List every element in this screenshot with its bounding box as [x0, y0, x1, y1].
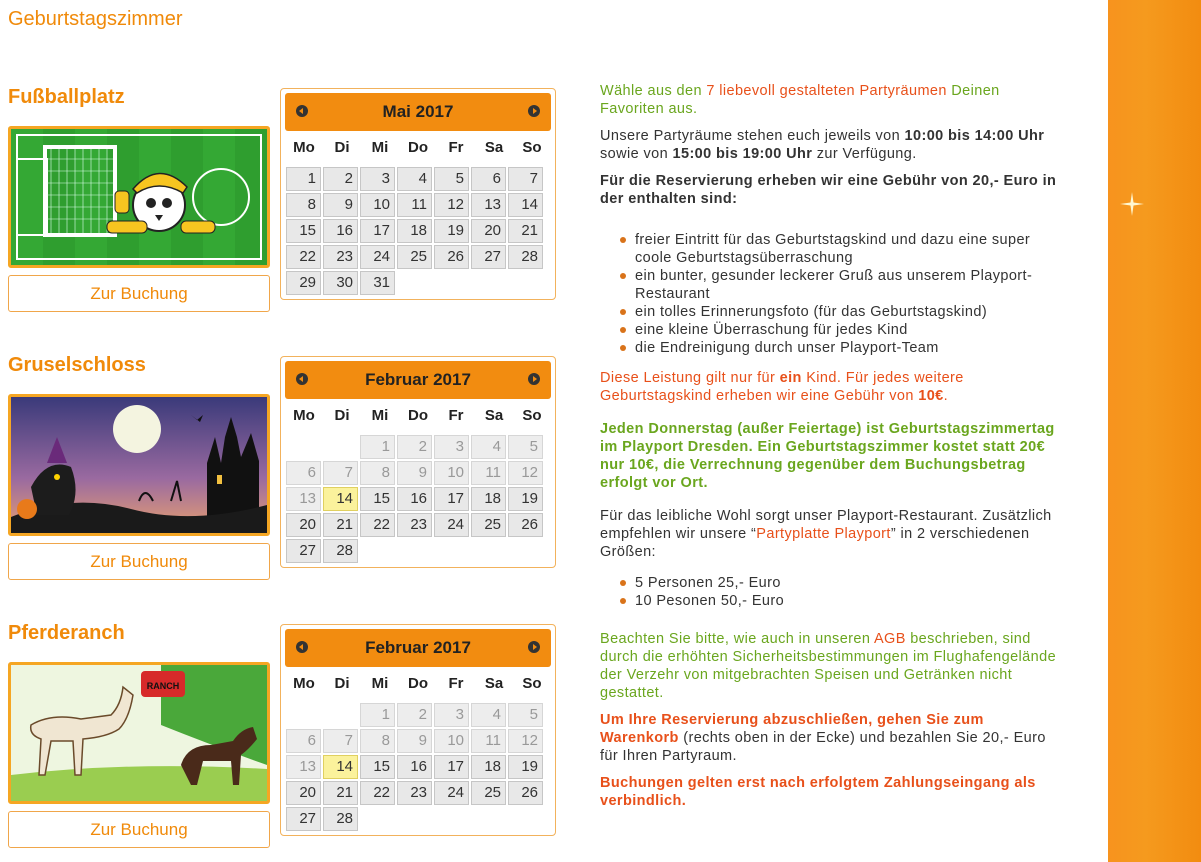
extra-child-paragraph [600, 369, 1060, 405]
checkout-text: (rechts oben in der Ecke) und bezahlen Sie 20,- Euro für Ihren Partyraum. [600, 730, 1046, 764]
day-cell: 9 [397, 729, 432, 753]
list-item: 5 Personen 25,- Euro [600, 574, 1060, 592]
sparkle-icon [1120, 192, 1144, 216]
list-item: ein tolles Erinnerungsfoto (für das Geburtstagskind) [600, 303, 1060, 321]
weekday-label: Fr [448, 407, 464, 424]
party-platter-link[interactable]: Partyplatte Playport [756, 526, 891, 542]
day-cell[interactable]: 26 [508, 781, 543, 805]
day-cell[interactable]: 17 [434, 487, 469, 511]
day-cell: 13 [286, 487, 321, 511]
info-panel [600, 82, 1060, 819]
list-item: freier Eintritt für das Geburtstagskind und dazu eine super coole Geburtstagsüberraschung [600, 231, 1060, 267]
day-cell: 11 [471, 461, 506, 485]
weekday-label: Fr [448, 139, 464, 156]
room-image-pferderanch[interactable] [8, 662, 270, 804]
hours-slot-1: 10:00 bis 14:00 Uhr [904, 128, 1045, 144]
day-cell: 4 [471, 703, 506, 727]
food-text-end: ” in 2 verschiedenen Größen: [600, 526, 1030, 560]
weekday-label: Mi [371, 139, 389, 156]
day-cell[interactable]: 12 [434, 193, 469, 217]
weekday-label: Mo [293, 675, 315, 692]
hours-paragraph [600, 127, 1060, 163]
weekday-label: Do [408, 139, 428, 156]
day-cell[interactable]: 16 [397, 487, 432, 511]
book-button-pferderanch[interactable]: Zur Buchung [8, 811, 270, 848]
weekday-label: Sa [484, 139, 504, 156]
day-cell[interactable]: 27 [471, 245, 506, 269]
day-cell[interactable]: 26 [434, 245, 469, 269]
calendar-gruselschloss [280, 356, 556, 568]
next-month-icon[interactable] [528, 373, 540, 385]
day-grid [286, 435, 551, 563]
list-item: eine kleine Überraschung für jedes Kind [600, 321, 1060, 339]
day-cell[interactable]: 10 [360, 193, 395, 217]
day-cell: 10 [434, 729, 469, 753]
calendar-month: Mai 2017 [382, 102, 454, 121]
platter-list [600, 574, 1060, 610]
soccer-field-mascot-icon [11, 129, 267, 265]
room-title-gruselschloss: Gruselschloss [8, 354, 146, 376]
day-cell[interactable]: 16 [323, 219, 358, 243]
extra-child-emphasis: ein [779, 370, 802, 386]
extra-child-text-end: . [943, 388, 949, 404]
day-cell[interactable]: 23 [397, 513, 432, 537]
day-cell[interactable]: 20 [471, 219, 506, 243]
day-cell[interactable]: 19 [508, 755, 543, 779]
day-cell: 5 [508, 703, 543, 727]
day-cell[interactable]: 23 [323, 245, 358, 269]
day-cell[interactable]: 19 [434, 219, 469, 243]
calendar-header [285, 629, 551, 667]
day-cell: 13 [286, 755, 321, 779]
day-cell[interactable]: 27 [286, 539, 321, 563]
day-cell[interactable]: 18 [471, 487, 506, 511]
intro-text-end: Deinen Favoriten aus. [600, 83, 1000, 117]
day-cell[interactable]: 24 [434, 781, 469, 805]
calendar-pferderanch [280, 624, 556, 836]
day-cell: 5 [508, 435, 543, 459]
day-cell[interactable]: 8 [286, 193, 321, 217]
hours-text: Unsere Partyräume stehen euch jeweils von [600, 128, 905, 144]
day-cell: 2 [397, 435, 432, 459]
day-cell[interactable]: 16 [397, 755, 432, 779]
agb-paragraph [600, 630, 1060, 702]
day-cell[interactable]: 1 [286, 167, 321, 191]
day-cell[interactable]: 18 [471, 755, 506, 779]
day-cell[interactable]: 20 [286, 513, 321, 537]
day-cell[interactable]: 6 [471, 167, 506, 191]
weekday-row [285, 401, 551, 431]
day-cell[interactable]: 13 [471, 193, 506, 217]
day-cell[interactable]: 28 [323, 539, 358, 563]
list-item: die Endreinigung durch unser Playport-Team [600, 339, 1060, 357]
weekday-row [285, 669, 551, 699]
weekday-label: So [522, 675, 542, 692]
day-grid [286, 167, 551, 295]
hours-text-end: zur Verfügung. [812, 146, 917, 162]
day-cell[interactable]: 9 [323, 193, 358, 217]
day-cell[interactable]: 21 [508, 219, 543, 243]
included-list [600, 231, 1060, 357]
extra-child-text-mid: Kind. Für jedes weitere Geburtstagskind erheben wir eine Gebühr von [600, 370, 964, 404]
weekday-label: So [522, 407, 542, 424]
calendar-fussballplatz [280, 88, 556, 300]
day-cell[interactable]: 22 [360, 513, 395, 537]
day-cell: 12 [508, 729, 543, 753]
next-month-icon[interactable] [528, 641, 540, 653]
day-cell: 7 [323, 729, 358, 753]
list-item: ein bunter, gesunder leckerer Gruß aus unserem Playport-Restaurant [600, 267, 1060, 303]
extra-child-price: 10€ [918, 388, 944, 404]
intro-paragraph [600, 82, 1060, 118]
day-cell[interactable]: 27 [286, 807, 321, 831]
day-cell: 1 [360, 435, 395, 459]
room-image-gruselschloss[interactable] [8, 394, 270, 536]
weekday-label: Mo [293, 139, 315, 156]
weekday-label: So [522, 139, 542, 156]
weekday-label: Mi [371, 407, 389, 424]
checkout-link[interactable]: Um Ihre Reservierung abzuschließen, gehen Sie zum Warenkorb [600, 712, 984, 746]
payment-note: Buchungen gelten erst nach erfolgtem Zahlungseingang als verbindlich. [600, 775, 1036, 809]
day-cell[interactable]: 21 [323, 513, 358, 537]
day-cell[interactable]: 28 [323, 807, 358, 831]
day-cell[interactable]: 17 [434, 755, 469, 779]
calendar-header [285, 361, 551, 399]
day-cell: 3 [434, 703, 469, 727]
weekday-label: Do [408, 675, 428, 692]
weekday-row [285, 133, 551, 163]
day-cell[interactable]: 25 [397, 245, 432, 269]
day-cell: 6 [286, 461, 321, 485]
thursday-offer-paragraph: Jeden Donnerstag (außer Feiertage) ist Geburtstagszimmertag im Playport Dresden. Ein Geburtstagszimmer kostet statt 20€ nur 10€, die Verrechnung gegenüber dem Buchungsbetrag erfolgt vor Ort. [600, 421, 1055, 491]
day-cell[interactable]: 18 [397, 219, 432, 243]
day-cell[interactable]: 15 [360, 755, 395, 779]
book-button-gruselschloss[interactable]: Zur Buchung [8, 543, 270, 580]
day-cell[interactable]: 15 [360, 487, 395, 511]
calendar-header [285, 93, 551, 131]
day-cell[interactable]: 23 [397, 781, 432, 805]
food-paragraph [600, 507, 1060, 561]
weekday-label: Mi [371, 675, 389, 692]
day-cell[interactable]: 31 [360, 271, 395, 295]
day-cell[interactable]: 2 [323, 167, 358, 191]
haunted-castle-icon [11, 397, 267, 533]
day-cell: 4 [471, 435, 506, 459]
day-cell[interactable]: 28 [508, 245, 543, 269]
day-cell[interactable]: 24 [360, 245, 395, 269]
day-cell: 11 [471, 729, 506, 753]
next-month-icon[interactable] [528, 105, 540, 117]
weekday-label: Sa [484, 407, 504, 424]
calendar-month: Februar 2017 [365, 370, 471, 389]
day-cell[interactable]: 14 [508, 193, 543, 217]
day-cell: 6 [286, 729, 321, 753]
calendar-month: Februar 2017 [365, 638, 471, 657]
weekday-label: Do [408, 407, 428, 424]
day-cell[interactable]: 5 [434, 167, 469, 191]
day-cell: 12 [508, 461, 543, 485]
day-cell[interactable]: 25 [471, 781, 506, 805]
day-cell[interactable]: 25 [471, 513, 506, 537]
hours-slot-2: 15:00 bis 19:00 Uhr [672, 146, 813, 162]
checkout-paragraph [600, 711, 1060, 765]
day-cell-today[interactable]: 14 [323, 755, 358, 779]
agb-link[interactable]: AGB [873, 631, 906, 647]
weekday-label: Di [334, 139, 350, 156]
room-title-fussballplatz: Fußballplatz [8, 86, 125, 108]
agb-text: Beachten Sie bitte, wie auch in unseren [600, 631, 874, 647]
book-button-fussballplatz[interactable]: Zur Buchung [8, 275, 270, 312]
list-item: 10 Pesonen 50,- Euro [600, 592, 1060, 610]
day-grid [286, 703, 551, 831]
day-cell[interactable]: 24 [434, 513, 469, 537]
agb-text-end: beschrieben, sind durch die erhöhten Sicherheitsbestimmungen im Flughafengelände der Verzehr von mitgebrachten Speisen und Getränken nicht gestattet. [600, 631, 1057, 701]
day-cell[interactable]: 20 [286, 781, 321, 805]
day-cell: 9 [397, 461, 432, 485]
day-cell[interactable]: 22 [286, 245, 321, 269]
decorative-side-band [1108, 0, 1201, 862]
food-text: Für das leibliche Wohl sorgt unser Playport-Restaurant. Zusätzlich empfehlen wir unsere “ [600, 508, 1052, 542]
day-cell[interactable]: 11 [397, 193, 432, 217]
day-cell[interactable]: 21 [323, 781, 358, 805]
day-cell: 3 [434, 435, 469, 459]
day-cell[interactable]: 26 [508, 513, 543, 537]
day-cell-today[interactable]: 14 [323, 487, 358, 511]
day-cell[interactable]: 4 [397, 167, 432, 191]
day-cell[interactable]: 17 [360, 219, 395, 243]
intro-text: Wähle aus den [600, 83, 707, 99]
day-cell[interactable]: 29 [286, 271, 321, 295]
day-cell: 8 [360, 729, 395, 753]
ranch-sign-text: RANCH [146, 681, 180, 691]
day-cell[interactable]: 22 [360, 781, 395, 805]
day-cell[interactable]: 15 [286, 219, 321, 243]
weekday-label: Di [334, 675, 350, 692]
weekday-label: Mo [293, 407, 315, 424]
day-cell[interactable]: 30 [323, 271, 358, 295]
horse-ranch-icon [11, 665, 267, 801]
page-title: Geburtstagszimmer [8, 8, 183, 30]
day-cell[interactable]: 7 [508, 167, 543, 191]
day-cell: 1 [360, 703, 395, 727]
weekday-label: Sa [484, 675, 504, 692]
hours-text-mid: sowie von [600, 146, 673, 162]
fee-paragraph: Für die Reservierung erheben wir eine Gebühr von 20,- Euro in der enthalten sind: [600, 173, 1057, 207]
party-rooms-link[interactable]: 7 liebevoll gestalteten Partyräumen [706, 83, 947, 99]
day-cell: 8 [360, 461, 395, 485]
day-cell: 2 [397, 703, 432, 727]
room-title-pferderanch: Pferderanch [8, 622, 125, 644]
day-cell: 10 [434, 461, 469, 485]
room-image-fussballplatz[interactable] [8, 126, 270, 268]
day-cell[interactable]: 19 [508, 487, 543, 511]
day-cell[interactable]: 3 [360, 167, 395, 191]
weekday-label: Di [334, 407, 350, 424]
day-cell: 7 [323, 461, 358, 485]
extra-child-text: Diese Leistung gilt nur für [600, 370, 780, 386]
weekday-label: Fr [448, 675, 464, 692]
